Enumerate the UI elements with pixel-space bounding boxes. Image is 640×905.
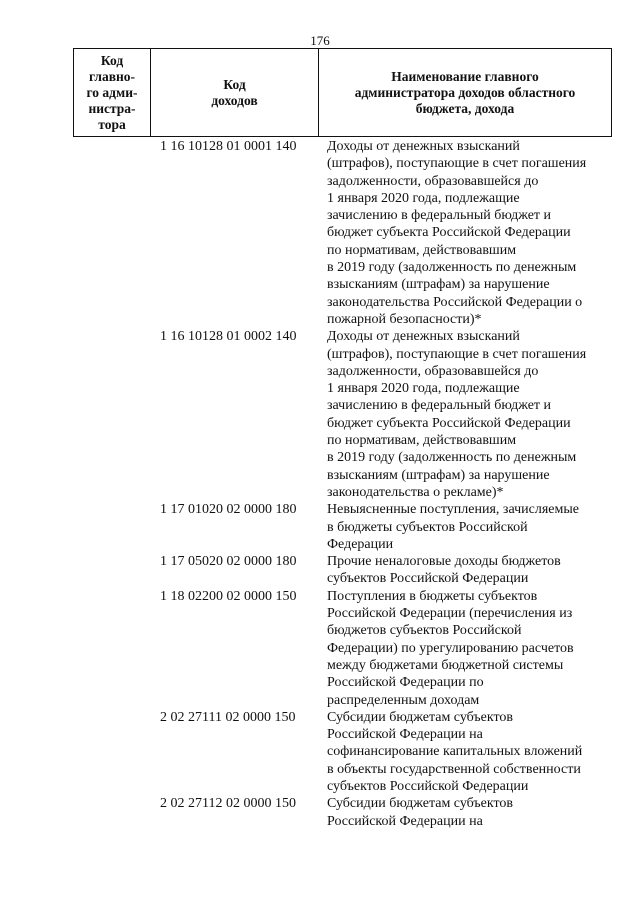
- income-code: 2 02 27112 02 0000 150: [160, 796, 296, 812]
- table-row: [0, 709, 640, 795]
- income-code: 1 17 01020 02 0000 180: [160, 502, 297, 518]
- table-header: [73, 48, 612, 137]
- table-row: [0, 501, 640, 553]
- table-row: [0, 795, 640, 830]
- table-body: [0, 138, 640, 830]
- header-name: Наименование главного администратора доходов областного бюджета, дохода: [354, 68, 576, 116]
- table-row: [0, 138, 640, 328]
- income-code: 1 17 05020 02 0000 180: [160, 554, 297, 570]
- income-name: Субсидии бюджетам субъектов Российской Федерации на софинансирование капитальных вложений в объекты государственной собственности субъектов Российской Федерации: [327, 709, 583, 794]
- income-code: 1 18 02200 02 0000 150: [160, 588, 297, 604]
- page-number: 176: [310, 33, 330, 48]
- income-code: 2 02 27111 02 0000 150: [160, 709, 296, 725]
- income-name: Прочие неналоговые доходы бюджетов субъектов Российской Федерации: [327, 554, 561, 587]
- header-admin-code: Код главно- го адми- нистра- тора: [74, 49, 151, 136]
- income-code: 1 16 10128 01 0002 140: [160, 329, 297, 345]
- header-income-code: Код доходов: [151, 49, 319, 136]
- income-name: Доходы от денежных взысканий (штрафов), поступающие в счет погашения задолженности, образовавшейся до 1 января 2020 года, подлежащие зачислению в федеральный бюджет и бюджет субъекта Российской Федерации по нормативам, действовавшим в 2019 году (задолженность по денежным взысканиям (штрафам) за нарушение законодательства о рекламе)*: [327, 329, 587, 500]
- income-code: 1 16 10128 01 0001 140: [160, 139, 297, 154]
- income-name: Невыясненные поступления, зачисляемые в бюджеты субъектов Российской Федерации: [327, 502, 579, 552]
- income-name: Субсидии бюджетам субъектов Российской Федерации на: [327, 796, 514, 829]
- table-row: [0, 553, 640, 588]
- table-row: [0, 588, 640, 709]
- table-row: [0, 328, 640, 501]
- income-name: Доходы от денежных взысканий (штрафов), поступающие в счет погашения задолженности, образовавшейся до 1 января 2020 года, подлежащие зачислению в федеральный бюджет и бюджет субъекта Российской Федерации по нормативам, действовавшим в 2019 году (задолженность по денежным взысканиям (штрафам) за нарушение законодательства Российской Федерации о пожарной безопасности)*: [327, 139, 587, 327]
- income-name: Поступления в бюджеты субъектов Российской Федерации (перечисления из бюджетов субъектов Российской Федерации) по урегулированию расчетов между бюджетами бюджетной системы Российской Федерации по распределенным доходам: [327, 588, 574, 708]
